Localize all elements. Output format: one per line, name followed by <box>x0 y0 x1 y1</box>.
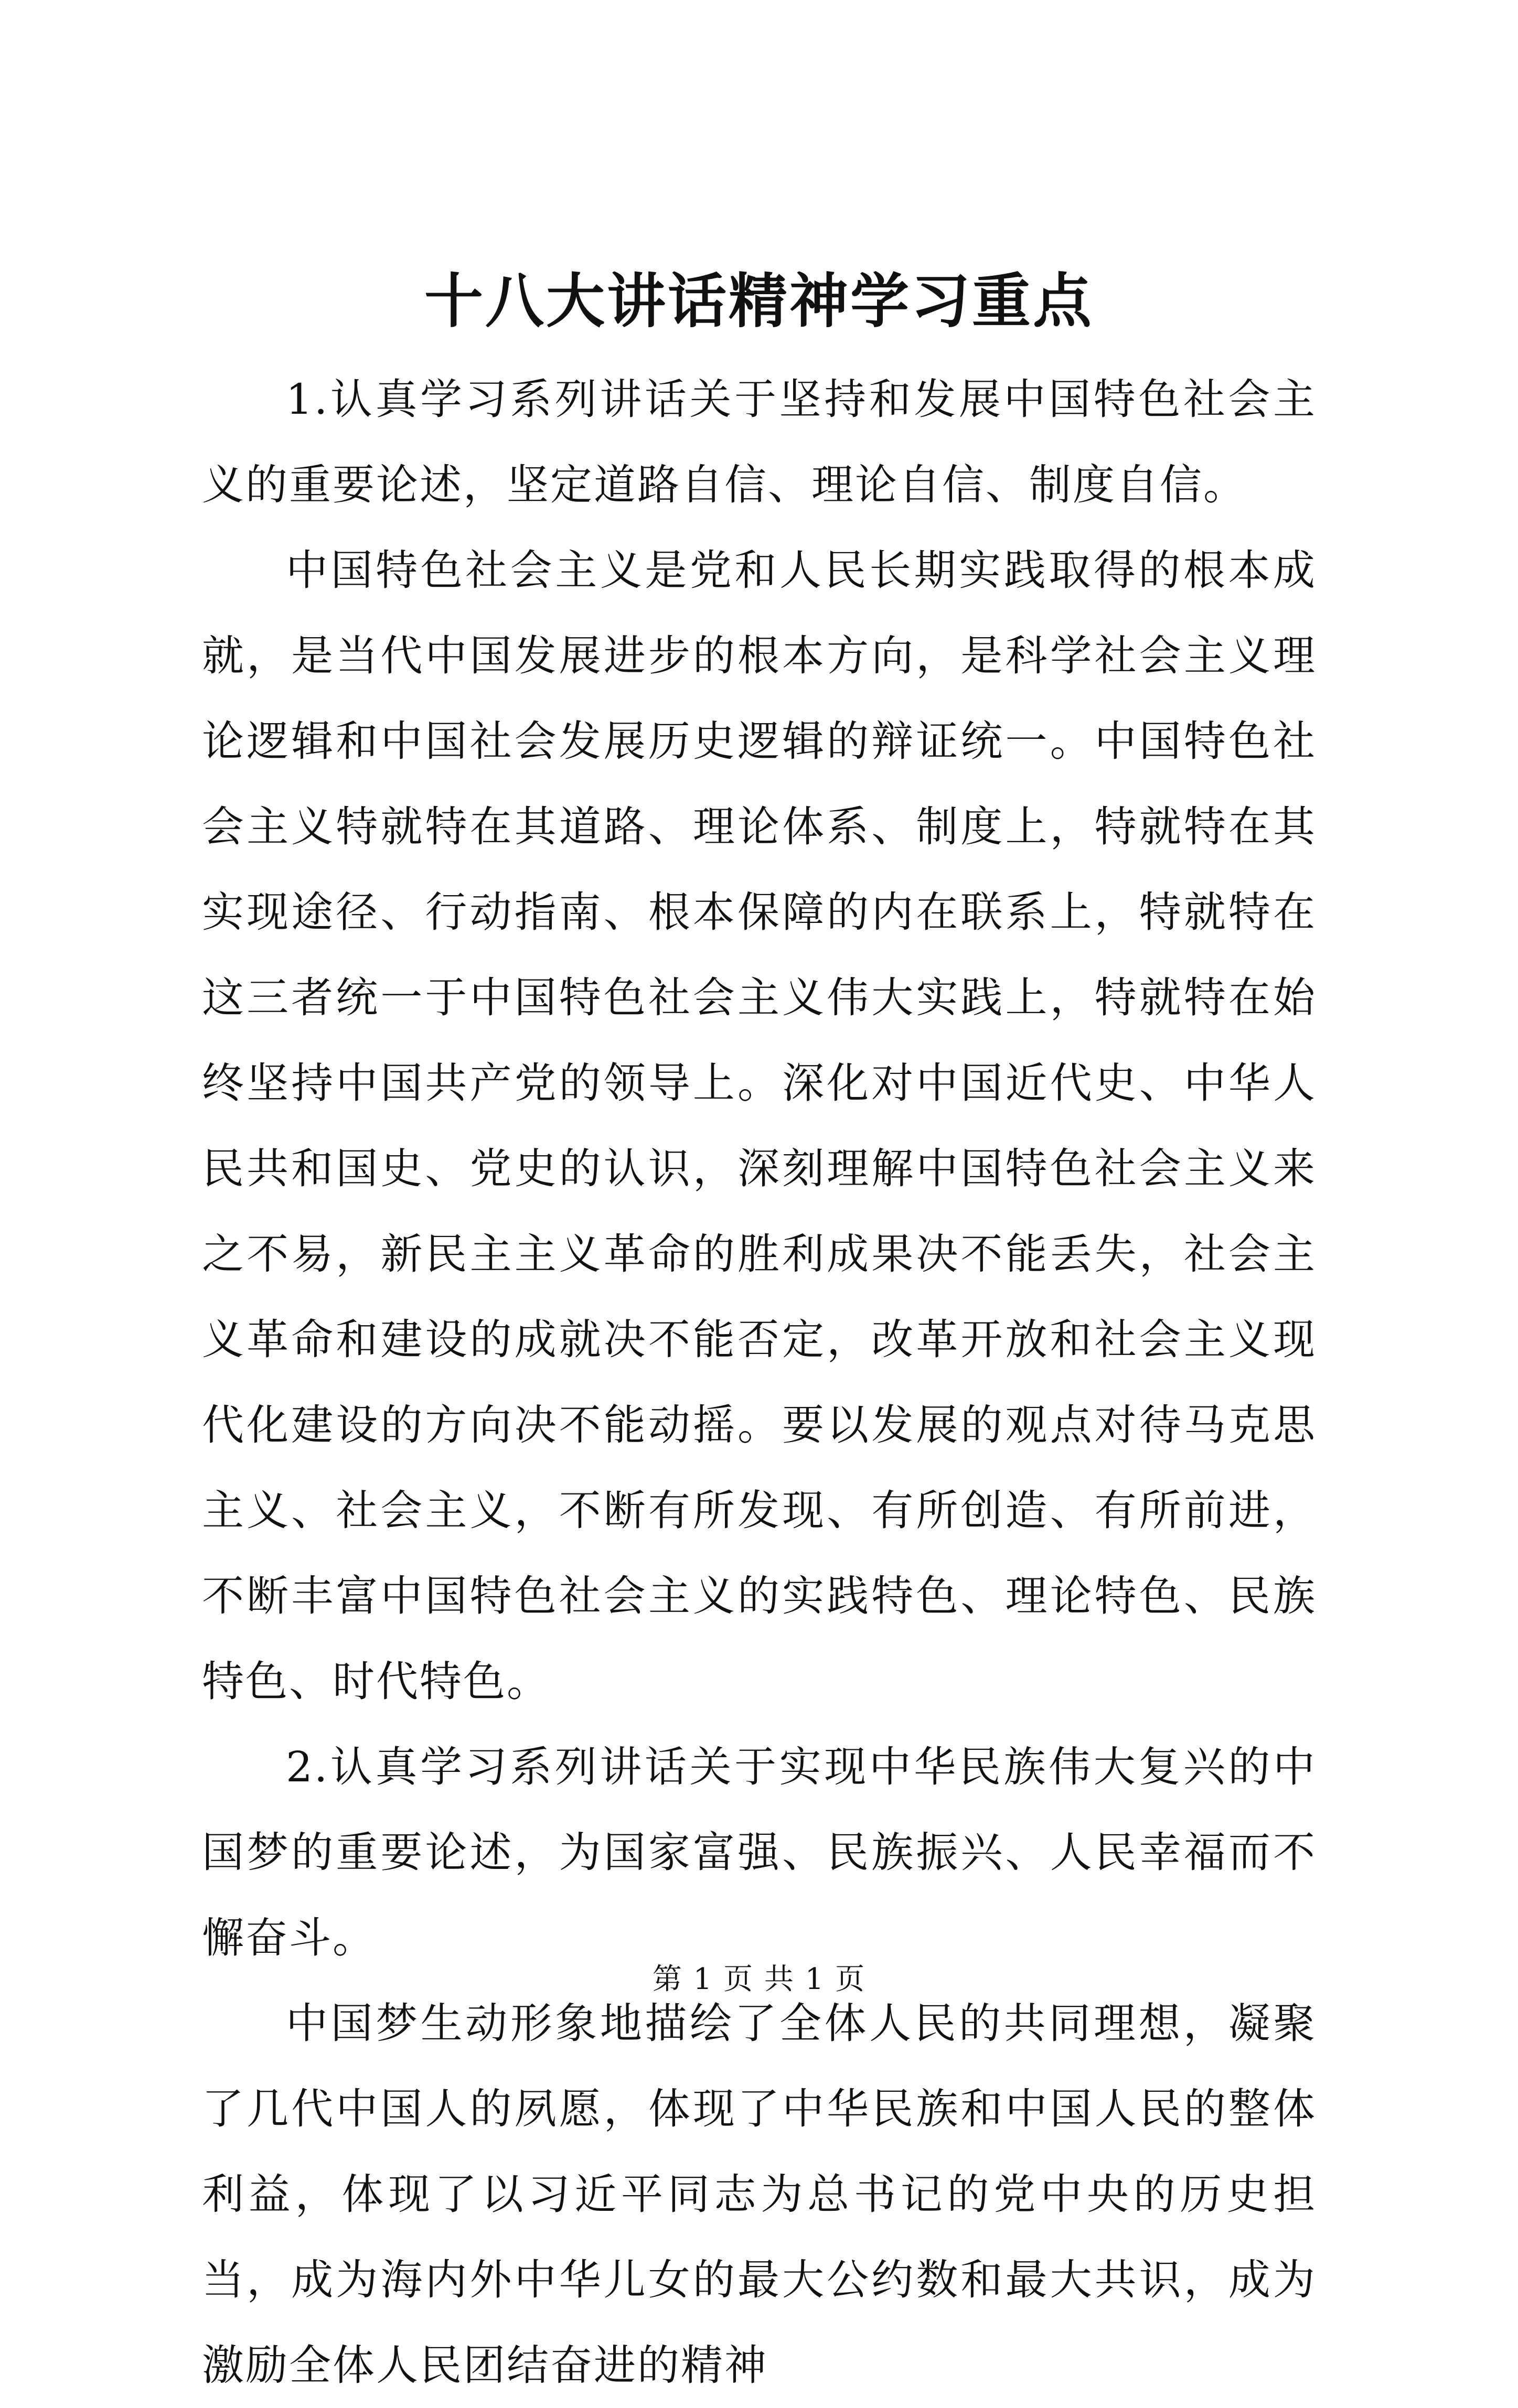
paragraph-1: 1.认真学习系列讲话关于坚持和发展中国特色社会主义的重要论述，坚定道路自信、理论自信、制度自信。 <box>202 375 1317 509</box>
paragraph-3: 2.认真学习系列讲话关于实现中华民族伟大复兴的中国梦的重要论述，为国家富强、民族振兴、人民幸福而不懈奋斗。 <box>202 1743 1317 1962</box>
document-body <box>202 357 1317 2408</box>
document-title: 十八大讲话精神学习重点 <box>424 267 1094 336</box>
page-number-footer: 第 1 页 共 1 页 <box>652 1962 866 1996</box>
paragraph-4: 中国梦生动形象地描绘了全体人民的共同理想，凝聚了几代中国人的夙愿，体现了中华民族和中国人民的整体利益，体现了以习近平同志为总书记的党中央的历史担当，成为海内外中华儿女的最大公约数和最大共识，成为激励全体人民团结奋进的精神 <box>202 1999 1317 2390</box>
paragraph-2: 中国特色社会主义是党和人民长期实践取得的根本成就，是当代中国发展进步的根本方向，是科学社会主义理论逻辑和中国社会发展历史逻辑的辩证统一。中国特色社会主义特就特在其道路、理论体系、制度上，特就特在其实现途径、行动指南、根本保障的内在联系上，特就特在这三者统一于中国特色社会主义伟大实践上，特就特在始终坚持中国共产党的领导上。深化对中国近代史、中华人民共和国史、党史的认识，深刻理解中国特色社会主义来之不易，新民主主义革命的胜利成果决不能丢失，社会主义革命和建设的成就决不能否定，改革开放和社会主义现代化建设的方向决不能动摇。要以发展的观点对待马克思主义、社会主义，不断有所发现、有所创造、有所前进，不断丰富中国特色社会主义的实践特色、理论特色、民族特色、时代特色。 <box>202 546 1317 1706</box>
